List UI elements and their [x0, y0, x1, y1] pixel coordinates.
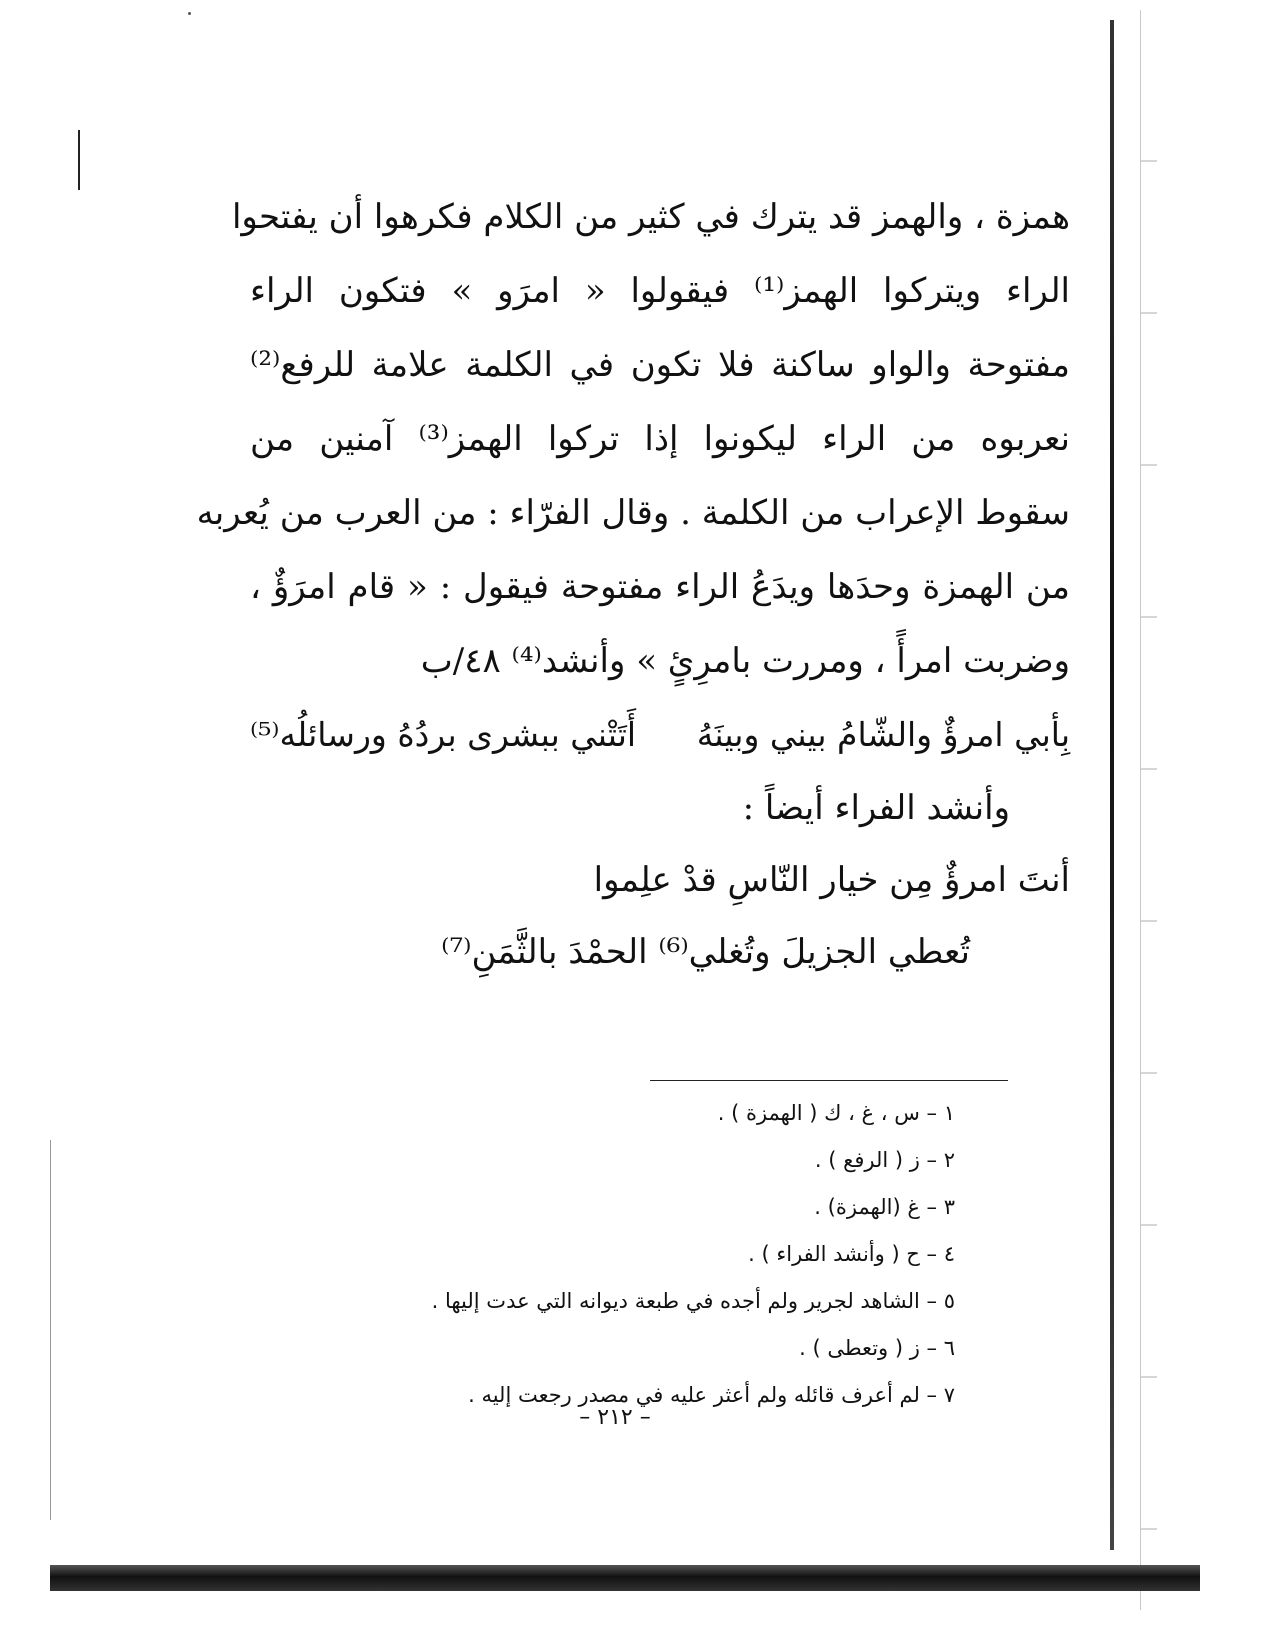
scan-bottom-edge — [50, 1565, 1200, 1591]
footnote-1: ١ – س ، غ ، ك ( الهمزة ) . — [717, 1101, 955, 1125]
footnote-5: ٥ – الشاهد لجرير ولم أجده في طبعة ديوانه التي عدت إليها . — [431, 1289, 955, 1313]
body-line-1: همزة ، والهمز قد يترك في كثير من الكلام فكرهوا أن يفتحوا — [231, 197, 1070, 237]
body-line-2: الراء ويتركوا الهمز⁽¹⁾ فيقولوا « امرَو » فتكون الراء — [250, 271, 1070, 311]
page-body — [196, 180, 1070, 988]
verse-1-second-hemistich: أَتَتْني ببشرى بردُهُ ورسائلُه⁽⁵⁾ — [250, 715, 637, 754]
footnote-divider — [650, 1080, 1008, 1081]
footnote-6: ٦ – ز ( وتعطى ) . — [799, 1336, 955, 1360]
scan-speck — [188, 12, 191, 15]
verse-2-intro: وأنشد الفراء أيضاً : — [742, 788, 1010, 828]
footnote-7: ٧ – لم أعرف قائله ولم أعثر عليه في مصدر رجعت إليه . — [468, 1383, 955, 1407]
scan-edge-strip — [1140, 10, 1157, 1610]
body-line-6: من الهمزة وحدَها ويدَعُ الراء مفتوحة فيقول : « قام امرَؤٌ ، — [250, 567, 1070, 607]
poem-verse-1 — [250, 698, 1070, 772]
verse-1-first-hemistich: بِأبي امرؤٌ والشّامُ بيني وبينَهُ — [696, 715, 1070, 754]
body-line-3: مفتوحة والواو ساكنة فلا تكون في الكلمة علامة للرفع⁽²⁾ — [250, 345, 1070, 385]
footnotes — [250, 1090, 955, 1419]
footnote-3: ٣ – غ (الهمزة) . — [814, 1195, 955, 1219]
footnote-4: ٤ – ح ( وأنشد الفراء ) . — [748, 1242, 955, 1266]
body-line-4: نعربوه من الراء ليكونوا إذا تركوا الهمز⁽³⁾ آمنين من — [250, 419, 1070, 459]
footnote-2: ٢ – ز ( الرفع ) . — [814, 1148, 955, 1172]
book-spine-shadow — [1110, 20, 1114, 1550]
scan-margin-line — [50, 1140, 51, 1520]
page-number: – ٢١٢ – — [579, 1405, 651, 1430]
body-line-7: وضربت امرأً ، ومررت بامرِئٍ » وأنشد⁽⁴⁾ ٤٨/ب — [420, 641, 1070, 681]
body-line-5: سقوط الإعراب من الكلمة . وقال الفرّاء : من العرب من يُعربه — [196, 493, 1070, 533]
poem-verse-2-line-2: تُعطي الجزيلَ وتُغلي⁽⁶⁾ الحمْدَ بالثَّمَنِ⁽⁷⁾ — [441, 932, 970, 972]
poem-verse-2-line-1: أنتَ امرؤٌ مِن خيار النّاسِ قدْ علِموا — [593, 860, 1070, 900]
scan-margin-mark — [78, 130, 80, 190]
